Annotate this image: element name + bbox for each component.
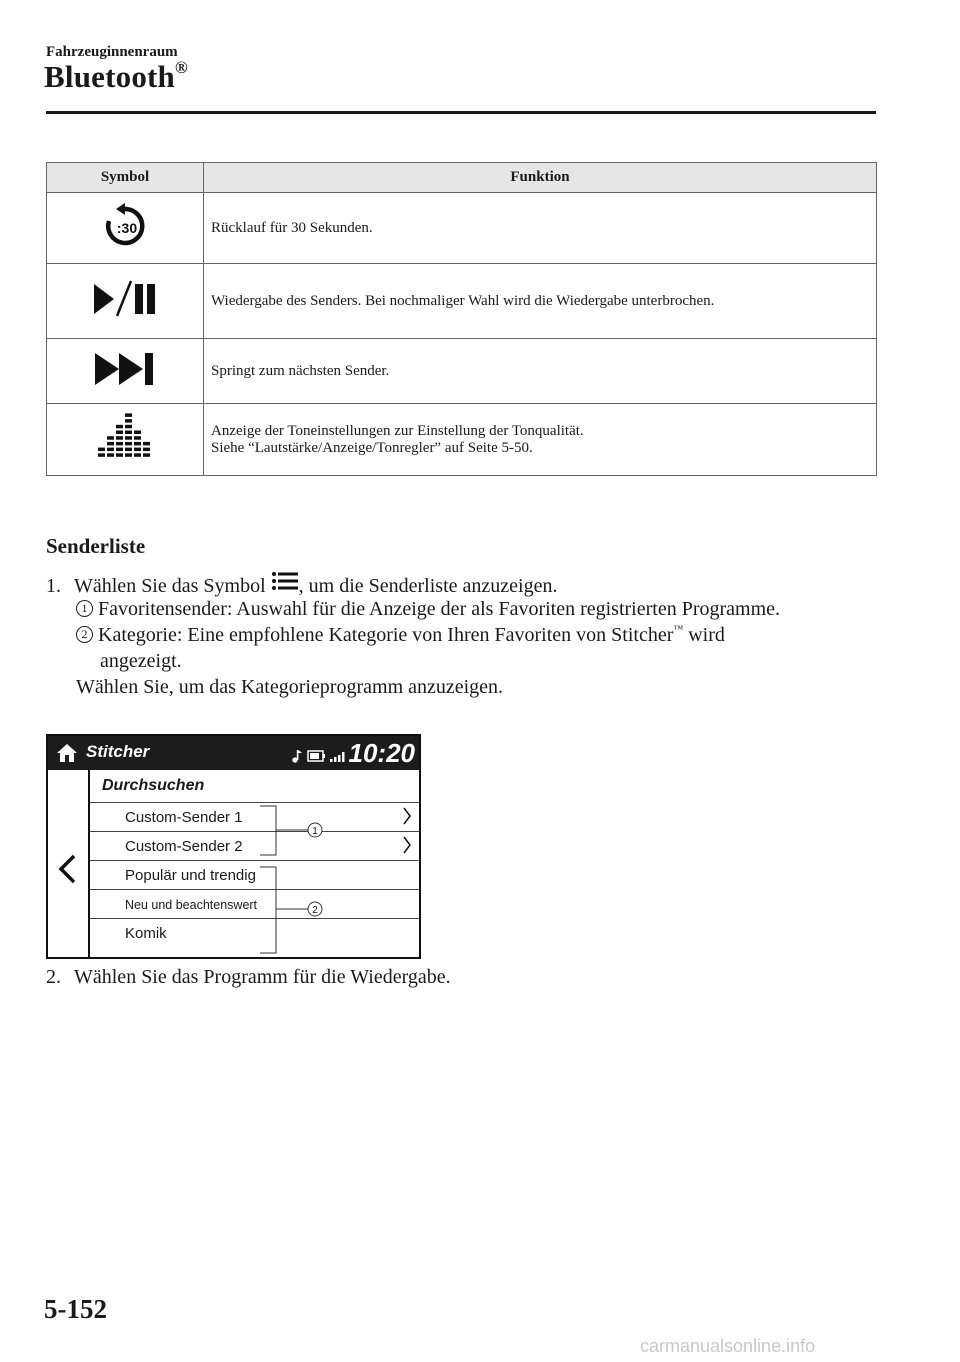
step-2-number: 2. [46, 966, 61, 988]
function-cell: Wiedergabe des Senders. Bei nochmaliger Wahl wird die Wiedergabe unterbrochen. [204, 264, 877, 339]
equalizer-bar-segment [125, 442, 132, 446]
bracket-favorites [260, 806, 276, 855]
equalizer-bar-segment [107, 442, 114, 446]
rewind-30-seconds-icon [101, 202, 149, 250]
screen-clock: 10:20 [348, 738, 415, 768]
marker-2: 2 [76, 626, 93, 643]
equalizer-bar-segment [143, 448, 150, 452]
equalizer-bar-segment [98, 448, 105, 452]
section-label: Fahrzeuginnenraum [46, 44, 178, 60]
column-header-symbol: Symbol [47, 163, 204, 193]
row-label: Custom-Sender 2 [125, 838, 243, 855]
step-2-text: Wählen Sie das Programm für die Wiedergabe. [74, 966, 451, 988]
marker-1: 1 [76, 600, 93, 617]
table-row [47, 264, 877, 339]
equalizer-bar-segment [125, 448, 132, 452]
step-1-number: 1. [46, 575, 61, 597]
equalizer-bar-segment [143, 453, 150, 457]
watermark: carmanualsonline.info [640, 1336, 816, 1356]
rewind-30-label: :30 [116, 219, 138, 236]
function-cell: Rücklauf für 30 Sekunden. [204, 193, 877, 264]
function-cell [204, 404, 877, 476]
equalizer-bar-segment [125, 413, 132, 417]
section-heading: Senderliste [46, 534, 146, 558]
list-item-2 [76, 624, 725, 647]
equalizer-icon [97, 412, 153, 462]
play-pause-icon [91, 279, 159, 319]
row-label: Komik [125, 925, 167, 942]
column-header-function: Funktion [204, 163, 877, 193]
table-row [47, 339, 877, 404]
row-label: Custom-Sender 1 [125, 809, 243, 826]
list-item-1-text: Favoritensender: Auswahl für die Anzeige der als Favoriten registrierten Programme. [98, 598, 781, 620]
list-item-2-text: Kategorie: Eine empfohlene Kategorie von Ihren Favoriten von Stitcher [98, 624, 674, 646]
row-label: Neu und beachtenswert [125, 898, 258, 912]
symbol-cell [47, 193, 204, 264]
step-1 [46, 572, 557, 598]
equalizer-bar-segment [116, 442, 123, 446]
table-row [47, 193, 877, 264]
equalizer-bar-segment [107, 453, 114, 457]
callout-1-label: 1 [312, 826, 318, 837]
equalizer-bar-segment [134, 431, 141, 435]
equalizer-bar-segment [116, 431, 123, 435]
registered-mark: ® [174, 58, 188, 77]
step-2 [46, 966, 451, 989]
screen-title: Stitcher [86, 742, 150, 761]
equalizer-bar-segment [116, 448, 123, 452]
symbol-cell [47, 404, 204, 476]
list-item-1 [76, 598, 780, 621]
list-item-2-continued: angezeigt. [100, 650, 182, 672]
equalizer-bar-segment [134, 442, 141, 446]
step-1-text-a: Wählen Sie das Symbol [74, 575, 266, 597]
list-icon [271, 572, 299, 590]
function-text-line1: Anzeige der Toneinstellungen zur Einstellung der Tonqualität. [211, 422, 584, 439]
symbol-cell [47, 264, 204, 339]
equalizer-bar-segment [107, 448, 114, 452]
chevron-right-icon [404, 837, 410, 853]
equalizer-bar-segment [98, 453, 105, 457]
equalizer-bar-segment [125, 431, 132, 435]
table-header-row [47, 163, 877, 193]
page-title [44, 58, 188, 95]
page-title-text: Bluetooth [44, 59, 175, 94]
header-rule [46, 111, 876, 114]
equalizer-bar-segment [134, 448, 141, 452]
chevron-right-icon [404, 808, 410, 824]
step-1-text-b: , um die Senderliste anzuzeigen. [298, 575, 558, 597]
row-label: Populär und trendig [125, 867, 256, 884]
page-number: 5-152 [44, 1294, 107, 1324]
equalizer-bar-segment [107, 436, 114, 440]
equalizer-bar-segment [125, 453, 132, 457]
equalizer-bar-segment [143, 442, 150, 446]
stitcher-screen [46, 734, 421, 959]
symbol-table [46, 162, 877, 476]
equalizer-bar-segment [125, 419, 132, 423]
equalizer-bar-segment [134, 453, 141, 457]
note: Wählen Sie, um das Kategorieprogramm anzuzeigen. [76, 676, 504, 698]
browse-heading: Durchsuchen [102, 777, 205, 794]
equalizer-bar-segment [125, 425, 132, 429]
bracket-categories [260, 867, 276, 953]
function-cell: Springt zum nächsten Sender. [204, 339, 877, 404]
table-row [47, 404, 877, 476]
function-text-line2: Siehe “Lautstärke/Anzeige/Tonregler” auf Seite 5-50. [211, 439, 533, 456]
equalizer-bar-segment [134, 436, 141, 440]
trademark: ™ [673, 624, 684, 635]
equalizer-bar-segment [116, 453, 123, 457]
callout-overlay [48, 736, 419, 957]
skip-next-icon [93, 350, 157, 388]
symbol-cell [47, 339, 204, 404]
list-item-2-text-end: wird [683, 624, 725, 646]
equalizer-bar-segment [116, 425, 123, 429]
equalizer-bar-segment [116, 436, 123, 440]
callout-2-label: 2 [312, 905, 318, 916]
equalizer-bar-segment [125, 436, 132, 440]
